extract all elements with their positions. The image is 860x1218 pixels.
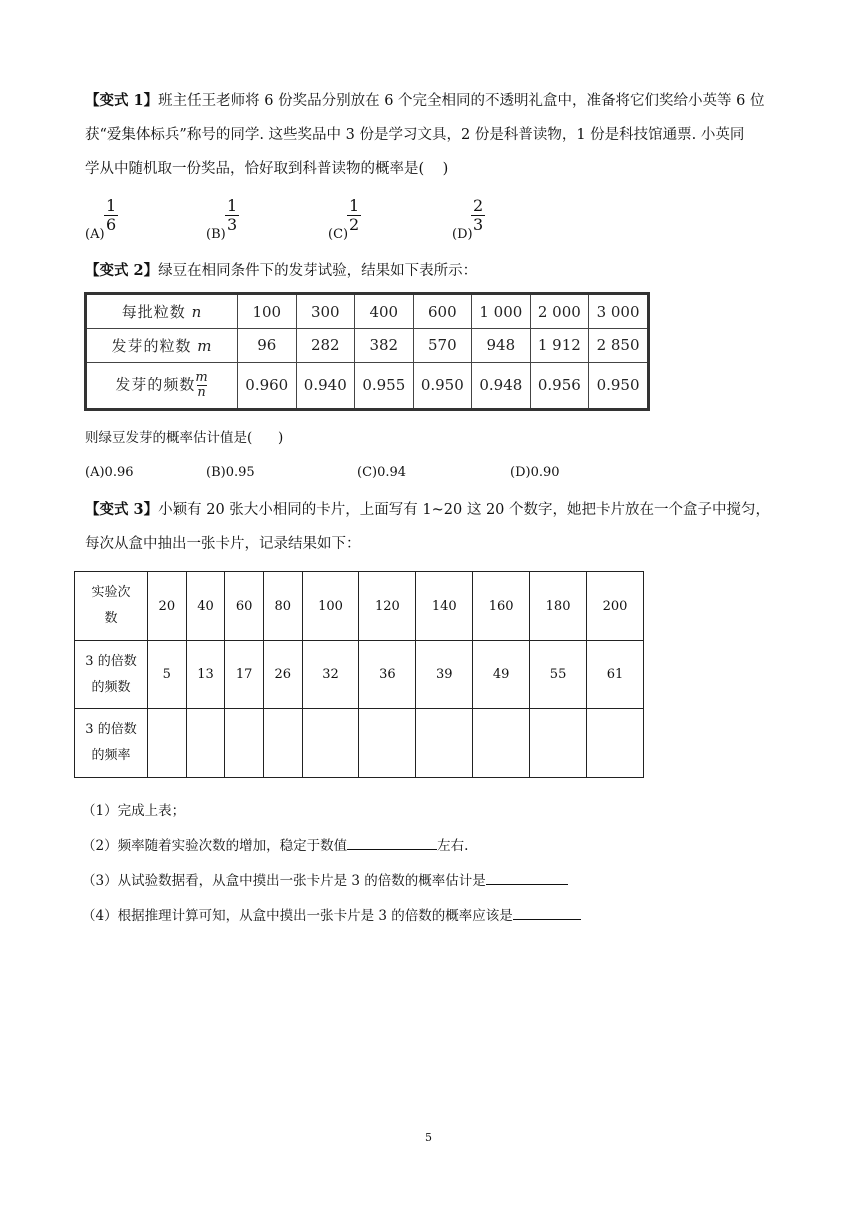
m-over-n-fraction bbox=[195, 371, 208, 400]
q2-option-a bbox=[85, 465, 134, 480]
table-cell: 20 bbox=[148, 572, 187, 641]
q1-option-c-letter: (C) bbox=[328, 227, 349, 242]
table-cell: 39 bbox=[416, 641, 473, 709]
table-row bbox=[75, 641, 644, 709]
q1-option-b-fraction bbox=[225, 197, 239, 234]
table-cell: 400 bbox=[355, 294, 414, 329]
q1-option-a-fraction bbox=[104, 197, 118, 234]
table-cell: 300 bbox=[296, 294, 355, 329]
q2-question: 则绿豆发芽的概率估计值是( ) bbox=[85, 430, 284, 446]
table-cell: 200 bbox=[587, 572, 644, 641]
q3-line2: 每次从盒中抽出一张卡片，记录结果如下： bbox=[85, 536, 361, 552]
q2-option-d bbox=[510, 465, 560, 480]
table-cell-empty[interactable] bbox=[587, 709, 644, 778]
q2-option-c-letter: (C) bbox=[357, 465, 378, 480]
row-header-multiple-rate bbox=[75, 709, 148, 778]
table-cell: 0.950 bbox=[413, 362, 472, 409]
table-cell: 0.955 bbox=[355, 362, 414, 409]
q2-text: 绿豆在相同条件下的发芽试验，结果如下表所示： bbox=[158, 263, 478, 279]
table-cell-empty[interactable] bbox=[530, 709, 587, 778]
frac-num: m bbox=[195, 369, 209, 385]
q2-option-b-value: 0.95 bbox=[225, 465, 255, 480]
q3-sub2 bbox=[82, 835, 468, 856]
table-cell: 160 bbox=[473, 572, 530, 641]
q2-intro bbox=[85, 261, 477, 281]
table-cell: 0.960 bbox=[238, 362, 297, 409]
row-header-trials bbox=[75, 572, 148, 641]
table-cell: 948 bbox=[472, 329, 531, 363]
q2-option-d-letter: (D) bbox=[510, 465, 531, 480]
table-cell-empty[interactable] bbox=[473, 709, 530, 778]
row-label: 的频数 bbox=[91, 679, 131, 695]
table-row bbox=[75, 572, 644, 641]
row-label: 数 bbox=[104, 611, 118, 626]
q1-option-b-den: 3 bbox=[227, 215, 238, 234]
table-cell: 1 912 bbox=[530, 329, 589, 363]
q1-line3: 学从中随机取一份奖品，恰好取到科普读物的概率是( ) bbox=[85, 161, 449, 177]
q1-option-a-letter: (A) bbox=[85, 227, 105, 242]
row-label: 实验次 bbox=[91, 585, 131, 600]
table-cell: 3 000 bbox=[589, 294, 649, 329]
row-label: 3 的倍数 bbox=[85, 653, 137, 669]
table-cell: 80 bbox=[263, 572, 302, 641]
table-cell: 40 bbox=[186, 572, 225, 641]
table-cell-empty[interactable] bbox=[186, 709, 225, 778]
table-cell: 140 bbox=[416, 572, 473, 641]
table-cell: 120 bbox=[359, 572, 416, 641]
q3-sub4-text: （4）根据推理计算可知，从盒中摸出一张卡片是 3 的倍数的概率应该是 bbox=[82, 908, 513, 924]
table-cell: 61 bbox=[587, 641, 644, 709]
table-cell: 0.956 bbox=[530, 362, 589, 409]
table-cell: 2 000 bbox=[530, 294, 589, 329]
table-cell: 0.948 bbox=[472, 362, 531, 409]
card-experiment-table bbox=[74, 571, 644, 778]
row-label: 的频率 bbox=[91, 748, 131, 763]
q1-option-a-den: 6 bbox=[106, 215, 117, 234]
table-row bbox=[75, 709, 644, 778]
row-header-freq bbox=[86, 362, 238, 409]
row-label: 3 的倍数 bbox=[85, 722, 137, 737]
table-cell: 5 bbox=[148, 641, 187, 709]
q2-option-c bbox=[357, 465, 406, 480]
q3-sub3-text: （3）从试验数据看，从盒中摸出一张卡片是 3 的倍数的概率估计是 bbox=[82, 873, 486, 889]
row-header-multiple-count bbox=[75, 641, 148, 709]
q1-line1 bbox=[85, 91, 764, 111]
row-label: 发芽的频数 bbox=[115, 375, 196, 394]
table-cell: 49 bbox=[473, 641, 530, 709]
row-header-n bbox=[86, 294, 238, 329]
table-cell: 600 bbox=[413, 294, 472, 329]
table-cell: 100 bbox=[238, 294, 297, 329]
q1-option-c-fraction bbox=[347, 197, 361, 234]
q1-option-b-num: 1 bbox=[227, 196, 238, 215]
q3-text1: 小颖有 20 张大小相同的卡片，上面写有 1~20 这 20 个数字，她把卡片放在一个盒子中搅匀， bbox=[158, 502, 771, 518]
q2-option-a-letter: (A) bbox=[85, 465, 105, 480]
q2-option-b bbox=[206, 465, 255, 480]
table-cell: 0.950 bbox=[589, 362, 649, 409]
table-cell-empty[interactable] bbox=[225, 709, 264, 778]
q1-option-d-letter: (D) bbox=[452, 227, 473, 242]
q1-label: 【变式 1】 bbox=[85, 92, 159, 109]
q3-sub2-text: （2）频率随着实验次数的增加，稳定于数值 bbox=[82, 838, 348, 854]
q3-label: 【变式 3】 bbox=[85, 501, 159, 518]
table-cell: 282 bbox=[296, 329, 355, 363]
q3-sub1: （1）完成上表； bbox=[82, 803, 186, 819]
q3-sub2-tail: 左右. bbox=[437, 838, 469, 854]
q1-option-a-num: 1 bbox=[106, 196, 117, 215]
q1-option-b-letter: (B) bbox=[206, 227, 226, 242]
table-cell-empty[interactable] bbox=[416, 709, 473, 778]
table-cell: 96 bbox=[238, 329, 297, 363]
table-cell: 60 bbox=[225, 572, 264, 641]
table-cell: 26 bbox=[263, 641, 302, 709]
answer-blank[interactable] bbox=[347, 835, 437, 850]
table-row bbox=[86, 329, 649, 363]
row-label: 发芽的粒数 bbox=[111, 336, 192, 355]
table-cell: 570 bbox=[413, 329, 472, 363]
q2-label: 【变式 2】 bbox=[85, 262, 159, 279]
table-cell-empty[interactable] bbox=[263, 709, 302, 778]
table-cell-empty[interactable] bbox=[148, 709, 187, 778]
table-cell: 32 bbox=[302, 641, 359, 709]
table-row bbox=[86, 362, 649, 409]
q1-line2: 获“爱集体标兵”称号的同学. 这些奖品中 3 份是学习文具，2 份是科普读物，1 份是科技馆通票. 小英同 bbox=[85, 127, 745, 143]
row-header-m bbox=[86, 329, 238, 363]
frac-den: n bbox=[197, 384, 207, 400]
answer-blank[interactable] bbox=[486, 870, 568, 885]
row-label: 每批粒数 bbox=[121, 303, 186, 322]
page-number: 5 bbox=[425, 1131, 432, 1144]
table-cell: 2 850 bbox=[589, 329, 649, 363]
table-cell: 0.940 bbox=[296, 362, 355, 409]
table-cell: 180 bbox=[530, 572, 587, 641]
table-cell-empty[interactable] bbox=[302, 709, 359, 778]
q1-option-d-fraction bbox=[471, 197, 485, 234]
q1-option-d-num: 2 bbox=[473, 196, 484, 215]
q1-option-d-den: 3 bbox=[473, 215, 484, 234]
q1-option-c-num: 1 bbox=[349, 196, 360, 215]
table-cell: 100 bbox=[302, 572, 359, 641]
table-cell: 382 bbox=[355, 329, 414, 363]
q3-sub3 bbox=[82, 870, 568, 891]
table-cell: 13 bbox=[186, 641, 225, 709]
row-var: n bbox=[191, 303, 203, 322]
q2-option-b-letter: (B) bbox=[206, 465, 226, 480]
table-cell: 55 bbox=[530, 641, 587, 709]
q1-text1: 班主任王老师将 6 份奖品分别放在 6 个完全相同的不透明礼盒中，准备将它们奖给小英等 6 位 bbox=[158, 93, 765, 109]
row-var: m bbox=[197, 336, 213, 355]
q2-option-a-value: 0.96 bbox=[104, 465, 134, 480]
answer-blank[interactable] bbox=[513, 905, 581, 920]
table-row bbox=[86, 294, 649, 329]
germination-table bbox=[84, 292, 650, 411]
table-cell: 1 000 bbox=[472, 294, 531, 329]
q1-option-c-den: 2 bbox=[349, 215, 360, 234]
q3-sub4 bbox=[82, 905, 581, 926]
table-cell: 36 bbox=[359, 641, 416, 709]
q2-option-c-value: 0.94 bbox=[377, 465, 407, 480]
q2-option-d-value: 0.90 bbox=[530, 465, 560, 480]
table-cell-empty[interactable] bbox=[359, 709, 416, 778]
q3-line1 bbox=[85, 500, 770, 520]
table-cell: 17 bbox=[225, 641, 264, 709]
